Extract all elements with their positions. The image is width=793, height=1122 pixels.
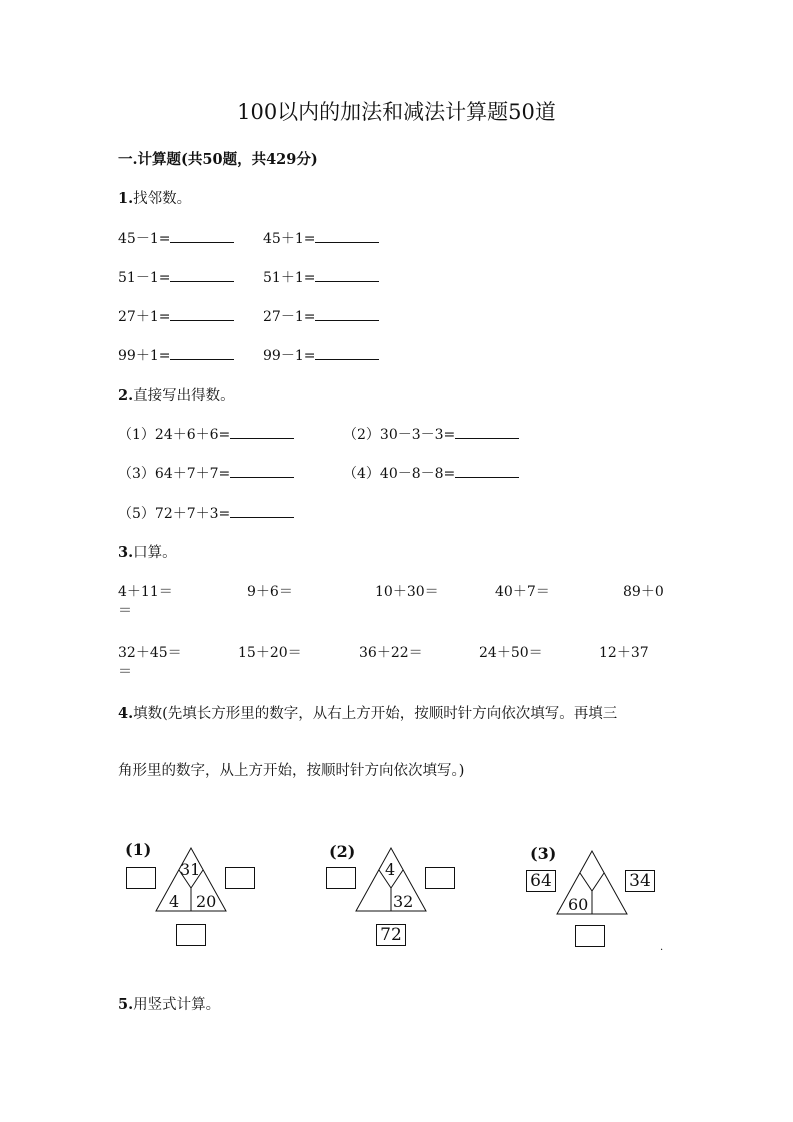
q2-item: （5）72＋7＋3= <box>118 503 294 523</box>
q1-item: 99＋1= <box>118 345 234 365</box>
triangle-left-number: 4 <box>169 892 180 911</box>
q3-item: 9＋6＝ <box>247 584 293 600</box>
q3-item: 12＋37 <box>599 645 649 661</box>
q1-item: 51－1= <box>118 267 234 287</box>
q3-item-wrap: ＝ <box>118 664 132 680</box>
question-text: 直接写出得数。 <box>133 388 235 404</box>
q1-item: 45＋1= <box>263 228 379 248</box>
triangle-right-number: 32 <box>393 892 414 911</box>
q3-item-wrap: ＝ <box>118 603 132 619</box>
q2-item: （4）40－8－8= <box>343 463 519 483</box>
q1-item: 27＋1= <box>118 306 234 326</box>
question-4-continued: 角形里的数字，从上方开始，按顺时针方向依次填写。) <box>118 763 465 779</box>
triangle-left-number: 60 <box>568 895 589 914</box>
triangle-top-number: 4 <box>385 860 396 879</box>
q3-item: 89＋0 <box>623 584 664 600</box>
q1-item: 51＋1= <box>263 267 379 287</box>
q3-item: 40＋7＝ <box>495 584 550 600</box>
q3-item: 36＋22＝ <box>359 645 423 661</box>
question-2 <box>118 384 235 405</box>
answer-box-bottom[interactable] <box>575 925 605 947</box>
answer-box-right[interactable]: 34 <box>625 870 655 892</box>
q2-item: （1）24＋6＋6= <box>118 424 294 444</box>
question-text: 填数(先填长方形里的数字，从右上方开始，按顺时针方向依次填写。再填三 <box>133 706 618 722</box>
answer-box-bottom[interactable]: 72 <box>376 924 406 946</box>
q3-item: 24＋50＝ <box>479 645 543 661</box>
q1-item: 99－1= <box>263 345 379 365</box>
triangle-top-number: 31 <box>180 860 201 879</box>
question-text: 口算。 <box>133 545 177 561</box>
figure-label: (1) <box>125 840 152 859</box>
q3-item: 15＋20＝ <box>238 645 302 661</box>
answer-box-left[interactable] <box>126 867 156 889</box>
page-title: 100以内的加法和减法计算题50道 <box>237 100 556 124</box>
question-4 <box>118 702 617 723</box>
triangle-figure-2 <box>325 838 485 958</box>
stray-mark: . <box>660 942 664 953</box>
question-5 <box>118 993 220 1014</box>
question-number: 5. <box>118 996 134 1013</box>
figure-label: (2) <box>329 842 356 861</box>
q3-item: 10＋30＝ <box>375 584 439 600</box>
question-1 <box>118 187 191 208</box>
q1-item: 45－1= <box>118 228 234 248</box>
answer-box-right[interactable] <box>425 867 455 889</box>
q2-item: （2）30－3－3= <box>343 424 519 444</box>
answer-box-right[interactable] <box>225 867 255 889</box>
question-text: 找邻数。 <box>133 191 192 207</box>
section-heading: 一.计算题(共50题，共429分) <box>118 151 318 168</box>
answer-box-left[interactable] <box>326 867 356 889</box>
q2-item: （3）64＋7＋7= <box>118 463 294 483</box>
question-3 <box>118 541 177 562</box>
triangle-figure-1 <box>125 838 285 958</box>
triangle-right-number: 20 <box>196 892 217 911</box>
q3-item: 32＋45＝ <box>118 645 182 661</box>
q3-item: 4＋11＝ <box>118 584 173 600</box>
figure-label: (3) <box>530 844 557 863</box>
question-number: 2. <box>118 387 134 404</box>
question-number: 3. <box>118 544 134 561</box>
question-number: 1. <box>118 190 134 207</box>
q1-item: 27－1= <box>263 306 379 326</box>
question-text: 用竖式计算。 <box>133 997 221 1013</box>
answer-box-bottom[interactable] <box>176 924 206 946</box>
answer-box-left[interactable]: 64 <box>526 870 556 892</box>
question-number: 4. <box>118 705 134 722</box>
